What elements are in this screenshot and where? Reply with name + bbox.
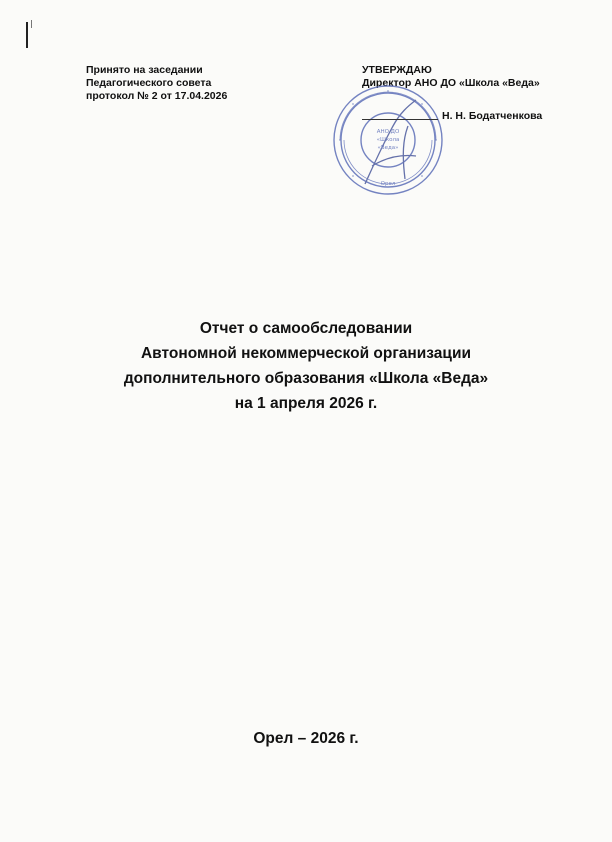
seal-center-line-1: АНО ДО	[376, 129, 400, 135]
city-year-footer: Орел – 2026 г.	[253, 730, 359, 747]
seal-center-line-2: «Школа	[376, 137, 400, 143]
approval-line-2: Педагогического совета	[86, 77, 212, 89]
scan-artifact-mark	[26, 22, 28, 48]
report-title	[0, 316, 612, 416]
title-line-3: дополнительного образования «Школа «Веда»	[123, 370, 489, 387]
approval-block	[86, 64, 227, 103]
signature-line	[362, 119, 438, 120]
seal-center-line-3: «Веда»	[377, 145, 399, 151]
approve-heading: УТВЕРЖДАЮ	[362, 64, 432, 76]
approve-position: Директор АНО ДО «Школа «Веда»	[362, 77, 540, 89]
approval-line-3: протокол № 2 от 17.04.2026	[86, 90, 228, 102]
scan-artifact-dot	[31, 20, 32, 28]
title-line-2: Автономной некоммерческой организации	[140, 345, 472, 362]
title-line-4: на 1 апреля 2026 г.	[234, 395, 378, 412]
signer-name: Н. Н. Бодатченкова	[442, 110, 543, 122]
approval-line-1: Принято на заседании	[86, 64, 203, 76]
seal-bottom-text: Орел	[380, 181, 396, 187]
title-line-1: Отчет о самообследовании	[199, 320, 413, 337]
official-seal	[330, 82, 446, 198]
